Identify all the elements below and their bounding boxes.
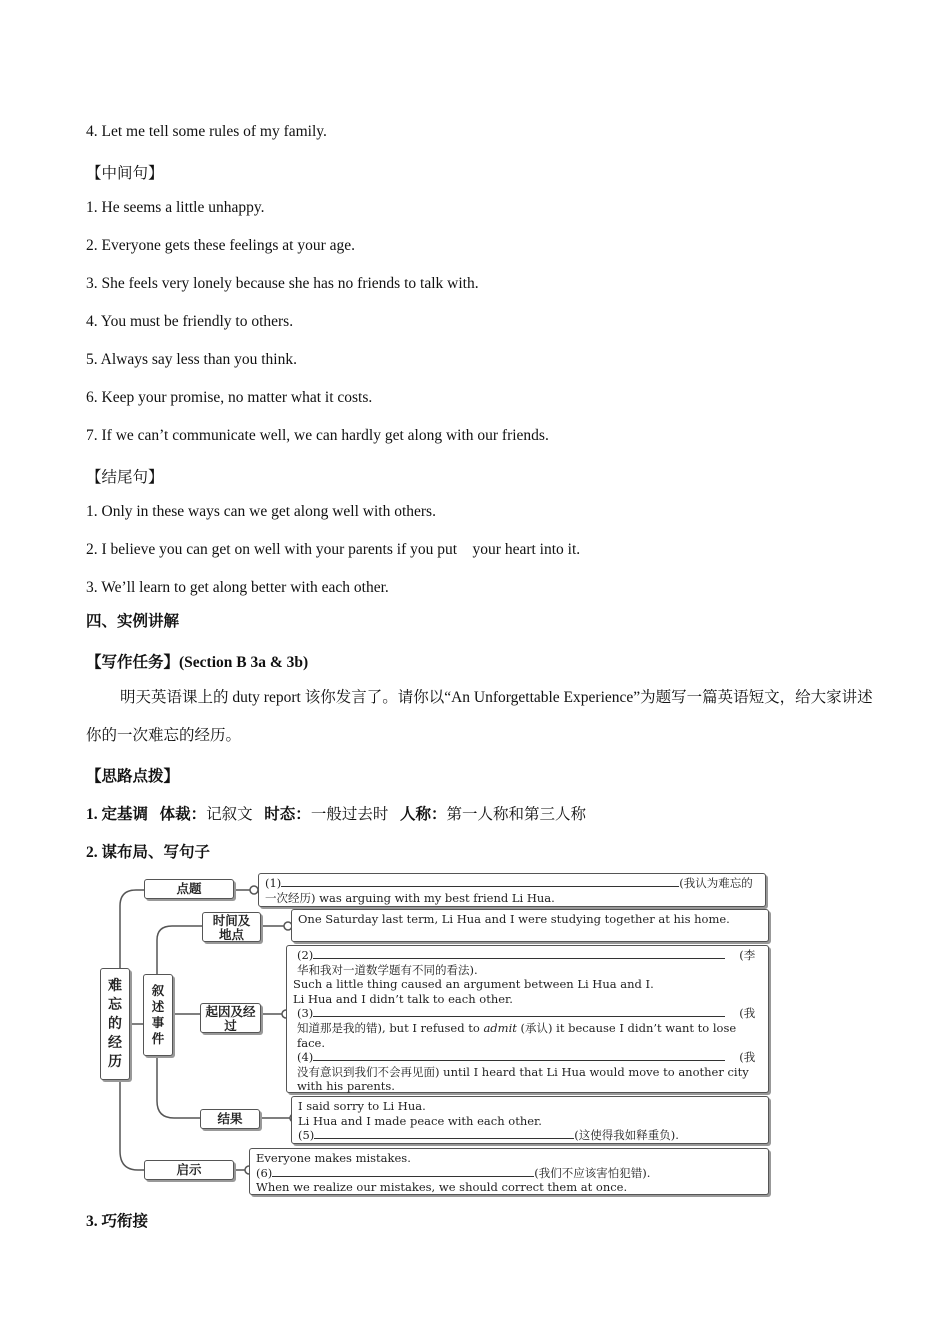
result-sentence-2: Li Hua and I made peace with each other. xyxy=(298,1113,542,1128)
narrate-node xyxy=(143,974,173,1056)
task-label: 【写作任务】(Section B 3a & 3b) xyxy=(86,654,309,671)
genre-value: 记叙文 xyxy=(206,806,253,823)
genre-label: 体裁： xyxy=(159,806,207,823)
ending-item: 1. Only in these ways can we get along well with others. xyxy=(86,503,436,520)
result-item-5 xyxy=(298,1128,762,1143)
hint-4: (我没有意识到我们不会再见面) xyxy=(297,1050,756,1079)
topic-box xyxy=(258,873,766,907)
middle-item: 3. She feels very lonely because she has no friends to talk with. xyxy=(86,275,479,292)
cause-sentence-1: Such a little thing caused an argument between Li Hua and I. xyxy=(293,977,654,992)
result-tag: 结果 xyxy=(200,1109,260,1129)
blank-number-6: (6) xyxy=(256,1165,273,1180)
step1-label: 1. 定基调 xyxy=(86,806,149,823)
task-text: 明天英语课上的 duty report 该你发言了。请你以“An Unforgettable Experience”为题写一篇英语短文，给大家讲述你的一次难忘的经历。 xyxy=(86,689,873,744)
time-tag xyxy=(202,912,261,942)
blank-line xyxy=(313,948,725,959)
result-sentence-1: I said sorry to Li Hua. xyxy=(298,1099,426,1113)
blank-line xyxy=(272,1166,534,1177)
narrate-label: 叙述事件 xyxy=(151,983,165,1046)
lesson-tag: 启示 xyxy=(144,1160,234,1180)
middle-item: 4. You must be friendly to others. xyxy=(86,313,294,330)
hint-3: (我知道那是我的错), xyxy=(297,1006,756,1035)
middle-item: 2. Everyone gets these feelings at your age. xyxy=(86,237,356,254)
hint-2: (李华和我对一道数学题有不同的看法). xyxy=(297,948,756,977)
blank-line xyxy=(313,1050,725,1061)
blank-line xyxy=(313,1006,725,1017)
person-value: 第一人称和第三人称 xyxy=(446,806,586,823)
blank-line xyxy=(314,1128,574,1139)
hint-1: (我认为难忘的一次经历) xyxy=(265,876,753,905)
blank-number-5: (5) xyxy=(298,1128,315,1143)
middle-item: 5. Always say less than you think. xyxy=(86,351,297,368)
cause-item-3 xyxy=(293,1006,762,1050)
tense-label: 时态： xyxy=(264,806,311,823)
middle-heading: 【中间句】 xyxy=(86,165,164,182)
blank-number-3: (3) xyxy=(297,1006,314,1021)
cause-tag xyxy=(200,1003,261,1033)
cause-item-4 xyxy=(293,1050,762,1094)
cause-text-3b: it because I didn’t want to lose face. xyxy=(297,1020,737,1050)
step1-line xyxy=(86,802,586,824)
root-node xyxy=(100,968,130,1080)
ending-item: 3. We’ll learn to get along better with each other. xyxy=(86,579,389,596)
cause-text-3a: but I refused to xyxy=(389,1020,480,1035)
cause-sentence-2: Li Hua and I didn’t talk to each other. xyxy=(293,991,513,1006)
outline-diagram xyxy=(94,868,784,1200)
admit-hint: (承认) xyxy=(520,1020,553,1035)
root-label: 难忘的经历 xyxy=(108,978,122,1070)
cause-tag-label: 起因及经过 xyxy=(205,1004,256,1033)
ending-heading: 【结尾句】 xyxy=(86,469,164,486)
lesson-item-6 xyxy=(256,1166,762,1181)
lesson-sentence-2: When we realize our mistakes, we should correct them at once. xyxy=(256,1180,628,1195)
step3-label: 3. 巧衔接 xyxy=(86,1213,149,1230)
ending-item: 2. I believe you can get on well with your parents if you put your heart into it. xyxy=(86,541,581,558)
task-paragraph xyxy=(86,679,876,755)
tips-label: 【思路点拨】 xyxy=(86,768,180,785)
hint-6: (我们不应该害怕犯错). xyxy=(534,1165,651,1180)
hint-5: (这使得我如释重负). xyxy=(574,1128,679,1143)
cause-item-2 xyxy=(293,948,762,977)
person-label: 人称： xyxy=(399,806,447,823)
cause-text-4: until I heard that Li Hua would move to another city with his parents. xyxy=(297,1064,749,1094)
time-box: One Saturday last term, Li Hua and I were studying together at his home. xyxy=(291,909,769,942)
result-box xyxy=(291,1096,769,1144)
section-title: 四、实例讲解 xyxy=(86,613,180,630)
blank-line xyxy=(281,876,679,887)
blank-number-1: (1) xyxy=(265,876,282,890)
topic-sentence: was arguing with my best friend Li Hua. xyxy=(319,890,555,905)
topic-tag: 点题 xyxy=(144,879,234,899)
step2-label: 2. 谋布局、写句子 xyxy=(86,844,211,861)
middle-item: 1. He seems a little unhappy. xyxy=(86,199,265,216)
lesson-box xyxy=(249,1148,769,1195)
admit-word: admit xyxy=(483,1020,517,1035)
middle-item: 7. If we can’t communicate well, we can hardly get along with our friends. xyxy=(86,427,549,444)
cause-box xyxy=(286,945,769,1093)
lesson-sentence-1: Everyone makes mistakes. xyxy=(256,1151,411,1165)
time-tag-label: 时间及地点 xyxy=(212,913,251,942)
blank-number-4: (4) xyxy=(297,1050,314,1065)
tense-value: 一般过去时 xyxy=(310,806,389,823)
blank-number-2: (2) xyxy=(297,948,314,962)
middle-item: 6. Keep your promise, no matter what it costs. xyxy=(86,389,373,406)
opening-sentence-4: 4. Let me tell some rules of my family. xyxy=(86,123,327,140)
